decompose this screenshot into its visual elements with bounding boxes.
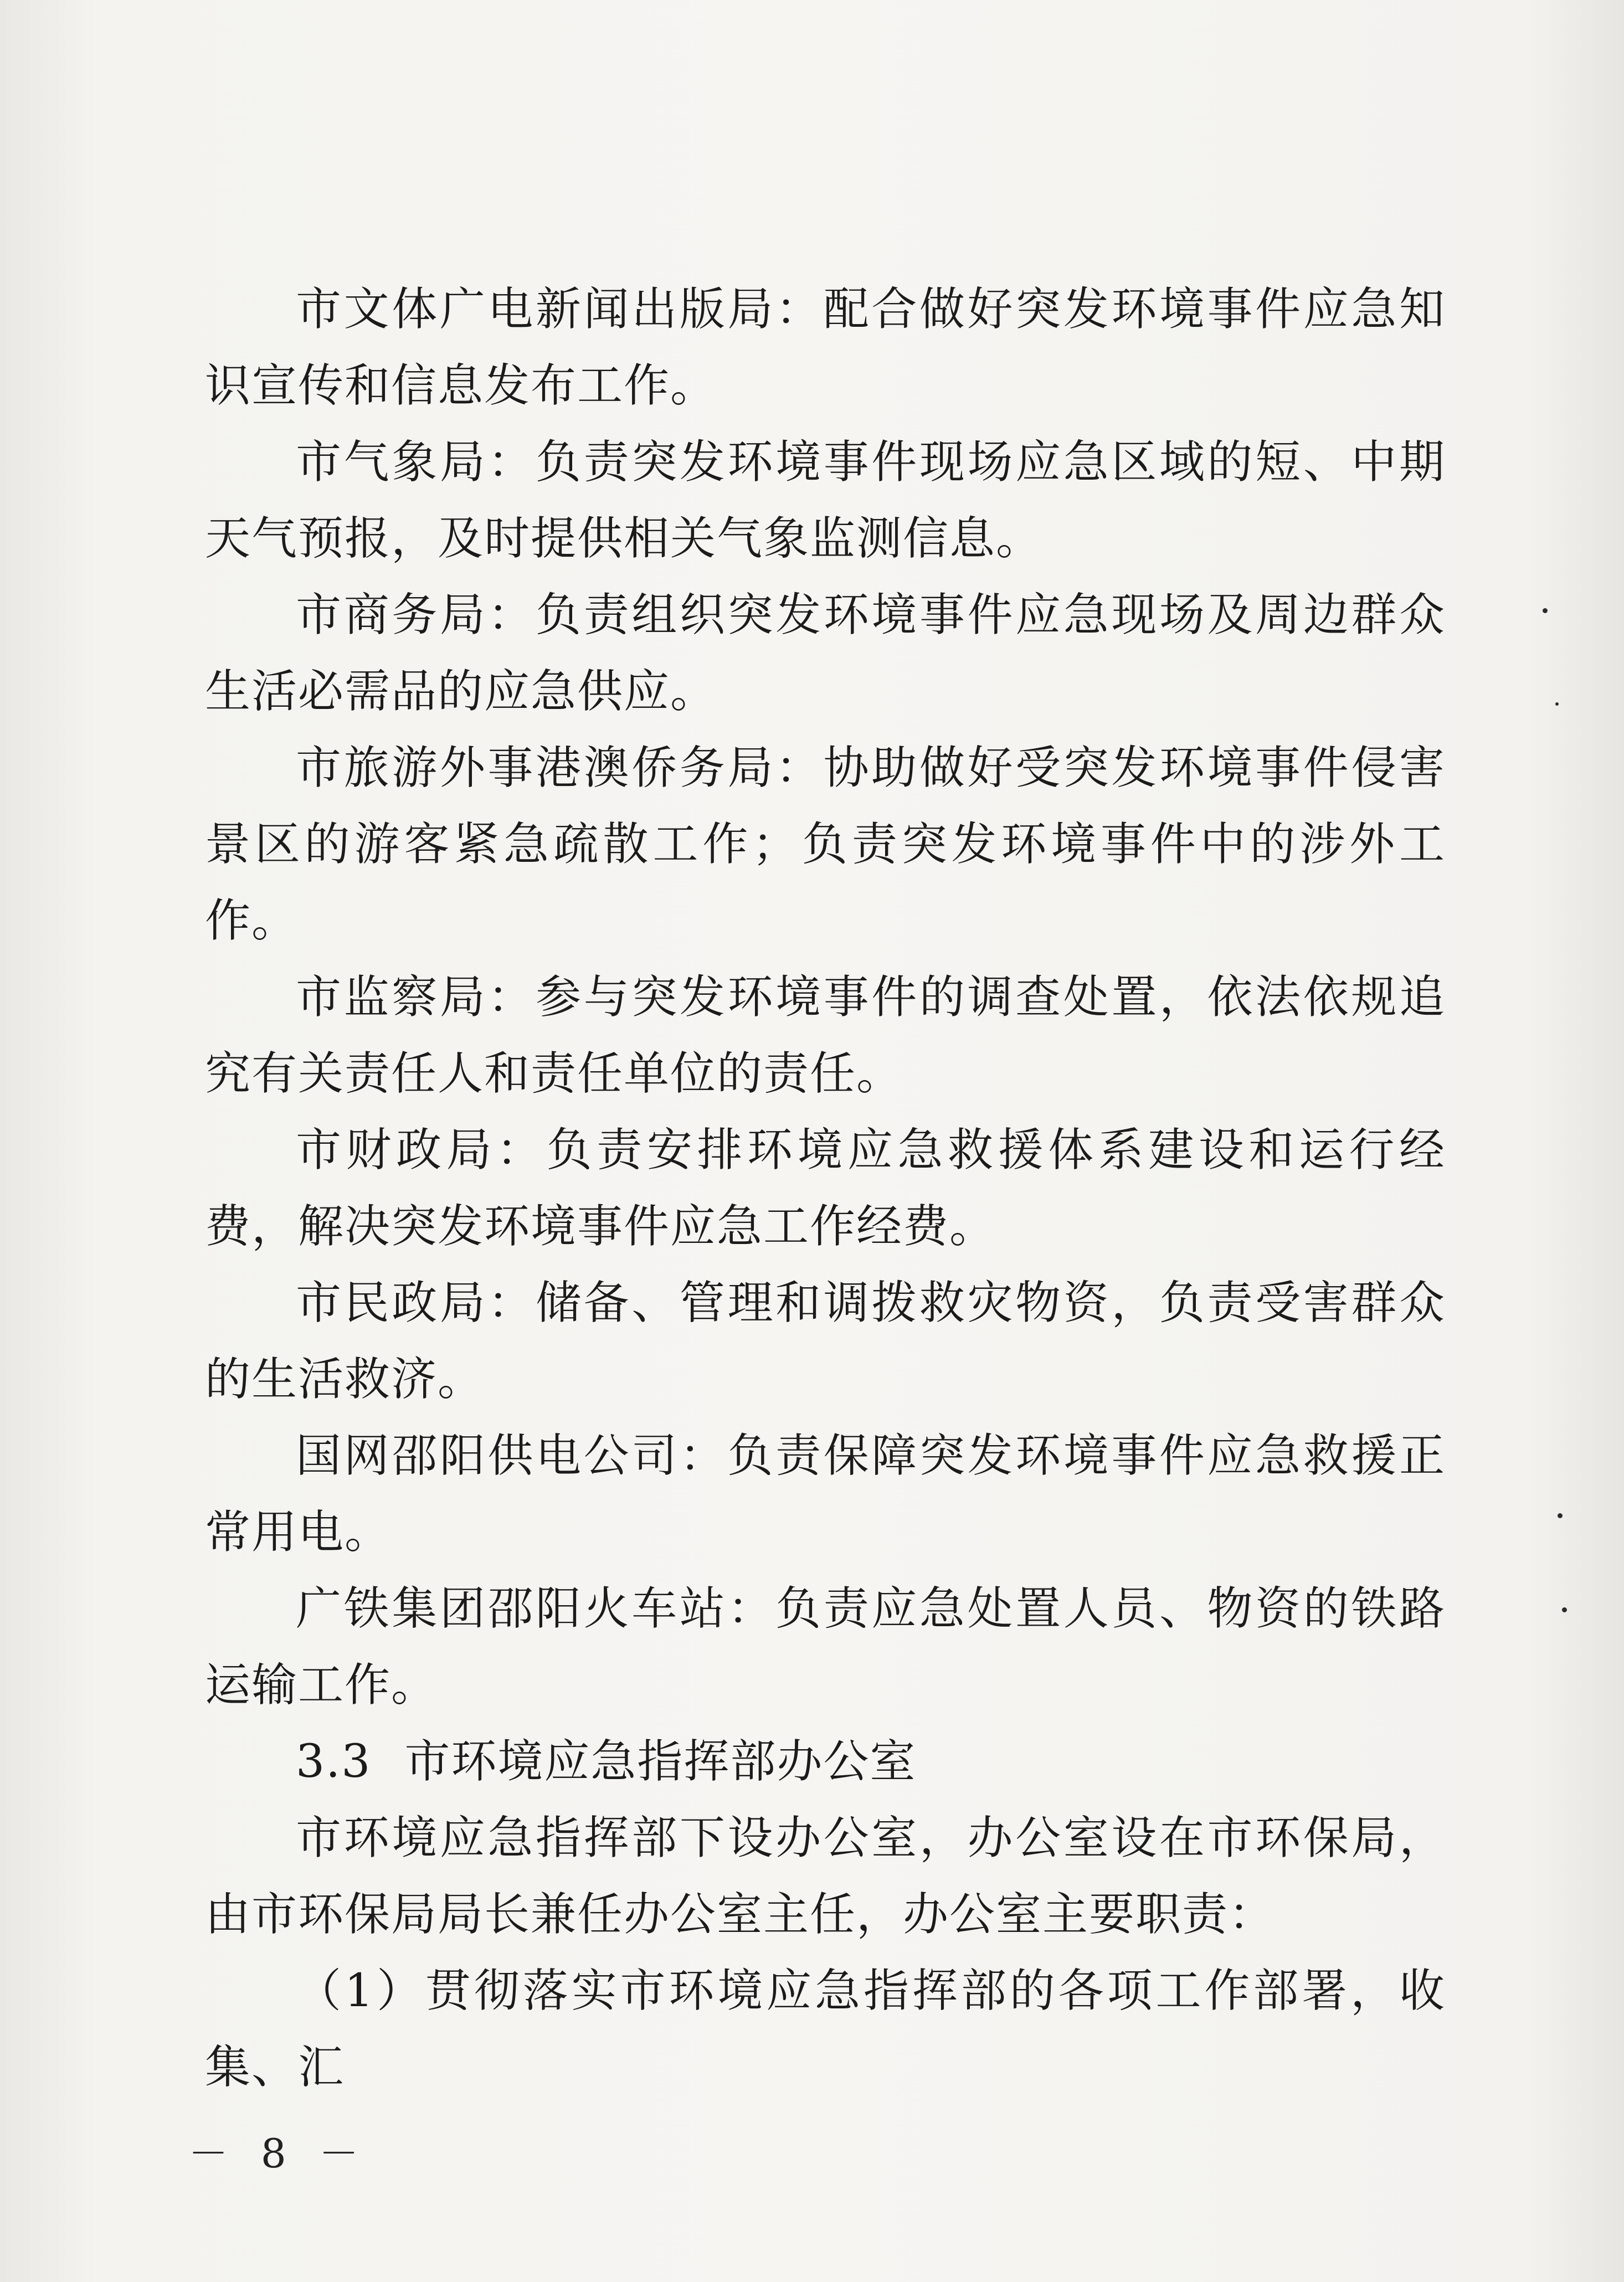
- paragraph-supervision-bureau: 市监察局：参与突发环境事件的调查处置，依法依规追究有关责任人和责任单位的责任。: [205, 971, 1446, 1100]
- scan-speck: [1543, 608, 1548, 613]
- paragraph-meteorology-bureau: 市气象局：负责突发环境事件现场应急区域的短、中期天气预报，及时提供相关气象监测信息。: [205, 436, 1446, 565]
- section-title: 市环境应急指挥部办公室: [404, 1735, 917, 1788]
- paragraph-finance-bureau: 市财政局：负责安排环境应急救援体系建设和运行经费，解决突发环境事件应急工作经费。: [205, 1124, 1446, 1253]
- section-heading: [205, 1724, 1446, 1800]
- paragraph-office-intro: 市环境应急指挥部下设办公室，办公室设在市环保局，由市环保局局长兼任办公室主任，办公室主要职责：: [205, 1812, 1446, 1941]
- body-text: [205, 271, 1446, 2106]
- paragraph-power-supply-company: 国网邵阳供电公司：负责保障突发环境事件应急救援正常用电。: [205, 1430, 1446, 1559]
- page-number: － 8 －: [188, 2130, 369, 2177]
- scan-speck: [1555, 702, 1559, 706]
- paragraph-civil-affairs-bureau: 市民政局：储备、管理和调拨救灾物资，负责受害群众的生活救济。: [205, 1277, 1446, 1406]
- paragraph-railway-station: 广铁集团邵阳火车站：负责应急处置人员、物资的铁路运输工作。: [205, 1582, 1446, 1712]
- scan-speck: [1562, 1607, 1567, 1612]
- paragraph-duty-1: （1）贯彻落实市环境应急指挥部的各项工作部署，收集、汇: [205, 1965, 1446, 2094]
- paragraph-tourism-bureau: 市旅游外事港澳侨务局：协助做好受突发环境事件侵害景区的游客紧急疏散工作；负责突发环境事件中的涉外工作。: [205, 742, 1446, 947]
- scan-speck: [1558, 1513, 1563, 1518]
- paragraph-commerce-bureau: 市商务局：负责组织突发环境事件应急现场及周边群众生活必需品的应急供应。: [205, 589, 1446, 718]
- paragraph-culture-bureau: 市文体广电新闻出版局：配合做好突发环境事件应急知识宣传和信息发布工作。: [205, 283, 1446, 412]
- section-number: 3.3: [296, 1735, 372, 1788]
